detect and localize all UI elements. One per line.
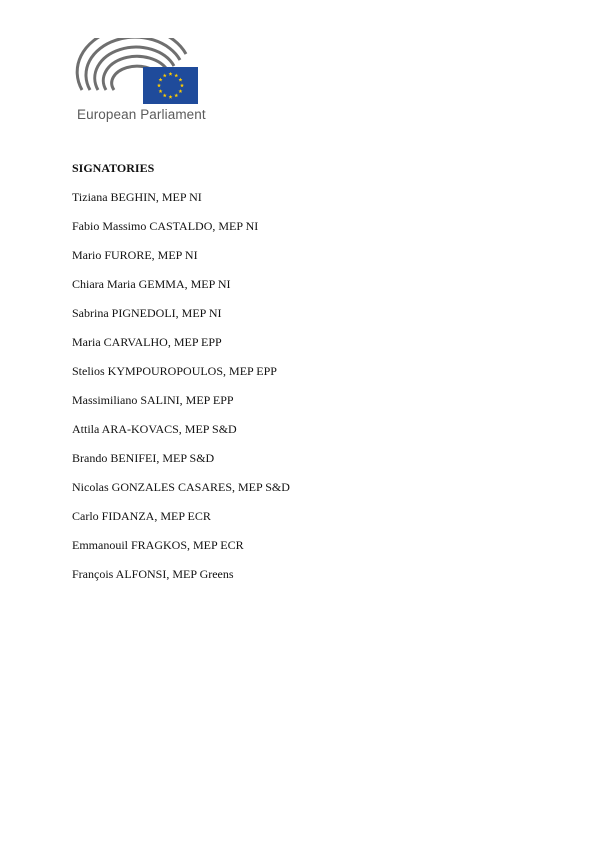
- signatory-item: Fabio Massimo CASTALDO, MEP NI: [72, 219, 259, 233]
- signatory-item: Emmanouil FRAGKOS, MEP ECR: [72, 538, 244, 552]
- document-body: [72, 160, 552, 595]
- european-parliament-logo: [74, 38, 204, 128]
- signatory-item: Brando BENIFEI, MEP S&D: [72, 451, 215, 465]
- section-heading: SIGNATORIES: [72, 161, 155, 175]
- signatory-item: Stelios KYMPOUROPOULOS, MEP EPP: [72, 364, 277, 378]
- signatory-item: François ALFONSI, MEP Greens: [72, 567, 234, 581]
- hemicycle-flag-icon: [74, 38, 204, 104]
- signatory-item: Mario FURORE, MEP NI: [72, 248, 198, 262]
- logo-wordmark: European Parliament: [77, 107, 206, 122]
- signatory-item: Nicolas GONZALES CASARES, MEP S&D: [72, 480, 290, 494]
- signatory-item: Attila ARA-KOVACS, MEP S&D: [72, 422, 237, 436]
- signatory-list: [72, 189, 552, 582]
- signatory-item: Tiziana BEGHIN, MEP NI: [72, 190, 202, 204]
- signatory-item: Massimiliano SALINI, MEP EPP: [72, 393, 234, 407]
- signatory-item: Sabrina PIGNEDOLI, MEP NI: [72, 306, 222, 320]
- signatory-item: Chiara Maria GEMMA, MEP NI: [72, 277, 231, 291]
- signatory-item: Carlo FIDANZA, MEP ECR: [72, 509, 211, 523]
- signatory-item: Maria CARVALHO, MEP EPP: [72, 335, 222, 349]
